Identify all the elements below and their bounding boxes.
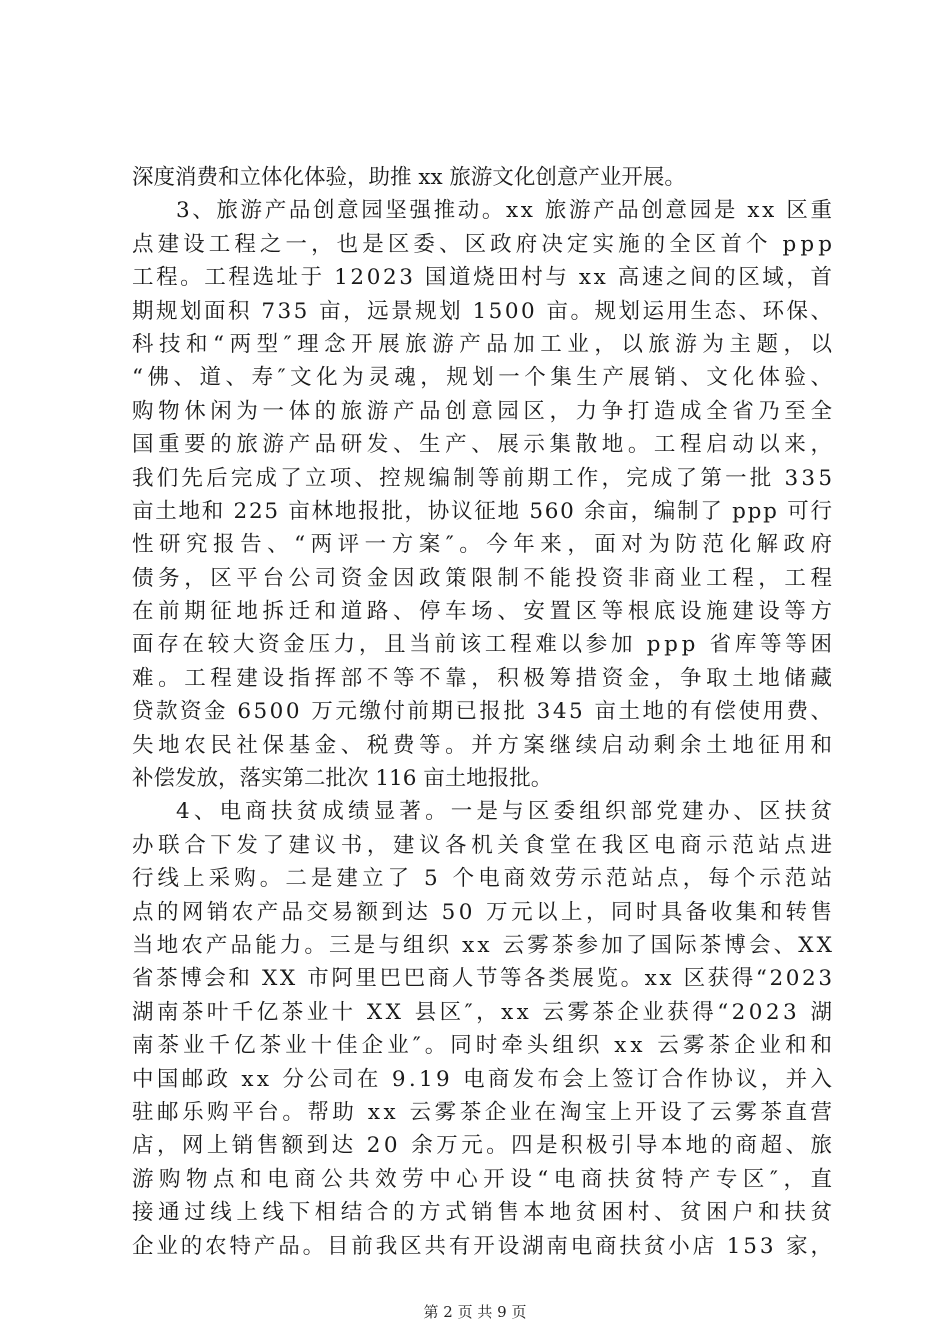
text-line: 国重要的旅游产品研发、生产、展示集散地。工程启动以来，: [132, 432, 837, 458]
text-line: 面存在较大资金压力，且当前该工程难以参加 ppp 省库等等困: [132, 632, 836, 658]
text-line: 点的网销农产品交易额到达 50 万元以上，同时具备收集和转售: [132, 899, 836, 925]
text-line: 债务，区平台公司资金因政策限制不能投资非商业工程，工程: [132, 565, 837, 591]
page-number-footer: 第 2 页 共 9 页: [423, 1303, 527, 1321]
text-line: 期规划面积 735 亩，远景规划 1500 亩。规划运用生态、环保、: [132, 298, 835, 324]
text-line: 购物休闲为一体的旅游产品创意园区，力争打造成全省乃至全: [132, 398, 837, 424]
text-line: 行线上采购。二是建立了 5 个电商效劳示范站点，每个示范站: [132, 866, 837, 892]
text-line: 游购物点和电商公共效劳中心开设“电商扶贫特产专区″，直: [132, 1166, 838, 1192]
text-line: 补偿发放，落实第二批次 116 亩土地报批。: [132, 766, 553, 792]
text-line: 科技和“两型″理念开展旅游产品加工业，以旅游为主题，以: [132, 331, 838, 357]
text-line: 难。工程建设指挥部不等不靠，积极筹措资金，争取土地储藏: [132, 665, 837, 691]
text-line: 办联合下发了建议书，建议各机关食堂在我区电商示范站点进: [132, 832, 837, 858]
text-line: 性研究报告、“两评一方案″。今年来，面对为防范化解政府: [132, 532, 838, 558]
text-line: 店，网上销售额到达 20 余万元。四是积极引导本地的商超、旅: [132, 1133, 836, 1159]
text-line: 湖南茶叶千亿茶业十 XX 县区″，xx 云雾茶企业获得“2023 湖: [132, 999, 836, 1025]
text-line: 贷款资金 6500 万元缴付前期已报批 345 亩土地的有偿使用费、: [132, 699, 835, 725]
text-line: 亩土地和 225 亩林地报批，协议征地 560 余亩，编制了 ppp 可行: [132, 498, 834, 524]
text-line: “佛、道、寿″文化为灵魂，规划一个集生产展销、文化体验、: [132, 365, 837, 391]
text-line: 我们先后完成了立项、控规编制等前期工作，完成了第一批 335: [132, 465, 836, 491]
text-line: 南茶业千亿茶业十佳企业″。同时牵头组织 xx 云雾茶企业和和: [132, 1033, 837, 1059]
text-line: 工程。工程选址于 12023 国道烧田村与 xx 高速之间的区域，首: [132, 265, 835, 291]
text-line: 4、电商扶贫成绩显著。一是与区委组织部党建办、区扶贫: [176, 799, 837, 825]
text-line: 深度消费和立体化体验，助推 xx 旅游文化创意产业开展。: [132, 165, 686, 190]
text-line: 中国邮政 xx 分公司在 9.19 电商发布会上签订合作协议，并入: [132, 1066, 836, 1092]
text-line: 省茶博会和 XX 市阿里巴巴商人节等各类展览。xx 区获得“2023: [132, 966, 835, 992]
document-body: [132, 161, 838, 1263]
text-line: 企业的农特产品。目前我区共有开设湖南电商扶贫小店 153 家，: [132, 1233, 835, 1259]
text-line: 点建设工程之一，也是区委、区政府决定实施的全区首个 ppp: [132, 231, 837, 257]
text-line: 接通过线上线下相结合的方式销售本地贫困村、贫困户和扶贫: [132, 1200, 837, 1226]
text-line: 失地农民社保基金、税费等。并方案继续启动剩余土地征用和: [132, 732, 837, 758]
text-line: 3、旅游产品创意园坚强推动。xx 旅游产品创意园是 xx 区重: [176, 198, 835, 224]
text-line: 当地农产品能力。三是与组织 xx 云雾茶参加了国际茶博会、XX: [132, 932, 836, 958]
text-line: 在前期征地拆迁和道路、停车场、安置区等根底设施建设等方: [132, 599, 837, 625]
text-line: 驻邮乐购平台。帮助 xx 云雾茶企业在淘宝上开设了云雾茶直营: [132, 1099, 836, 1125]
